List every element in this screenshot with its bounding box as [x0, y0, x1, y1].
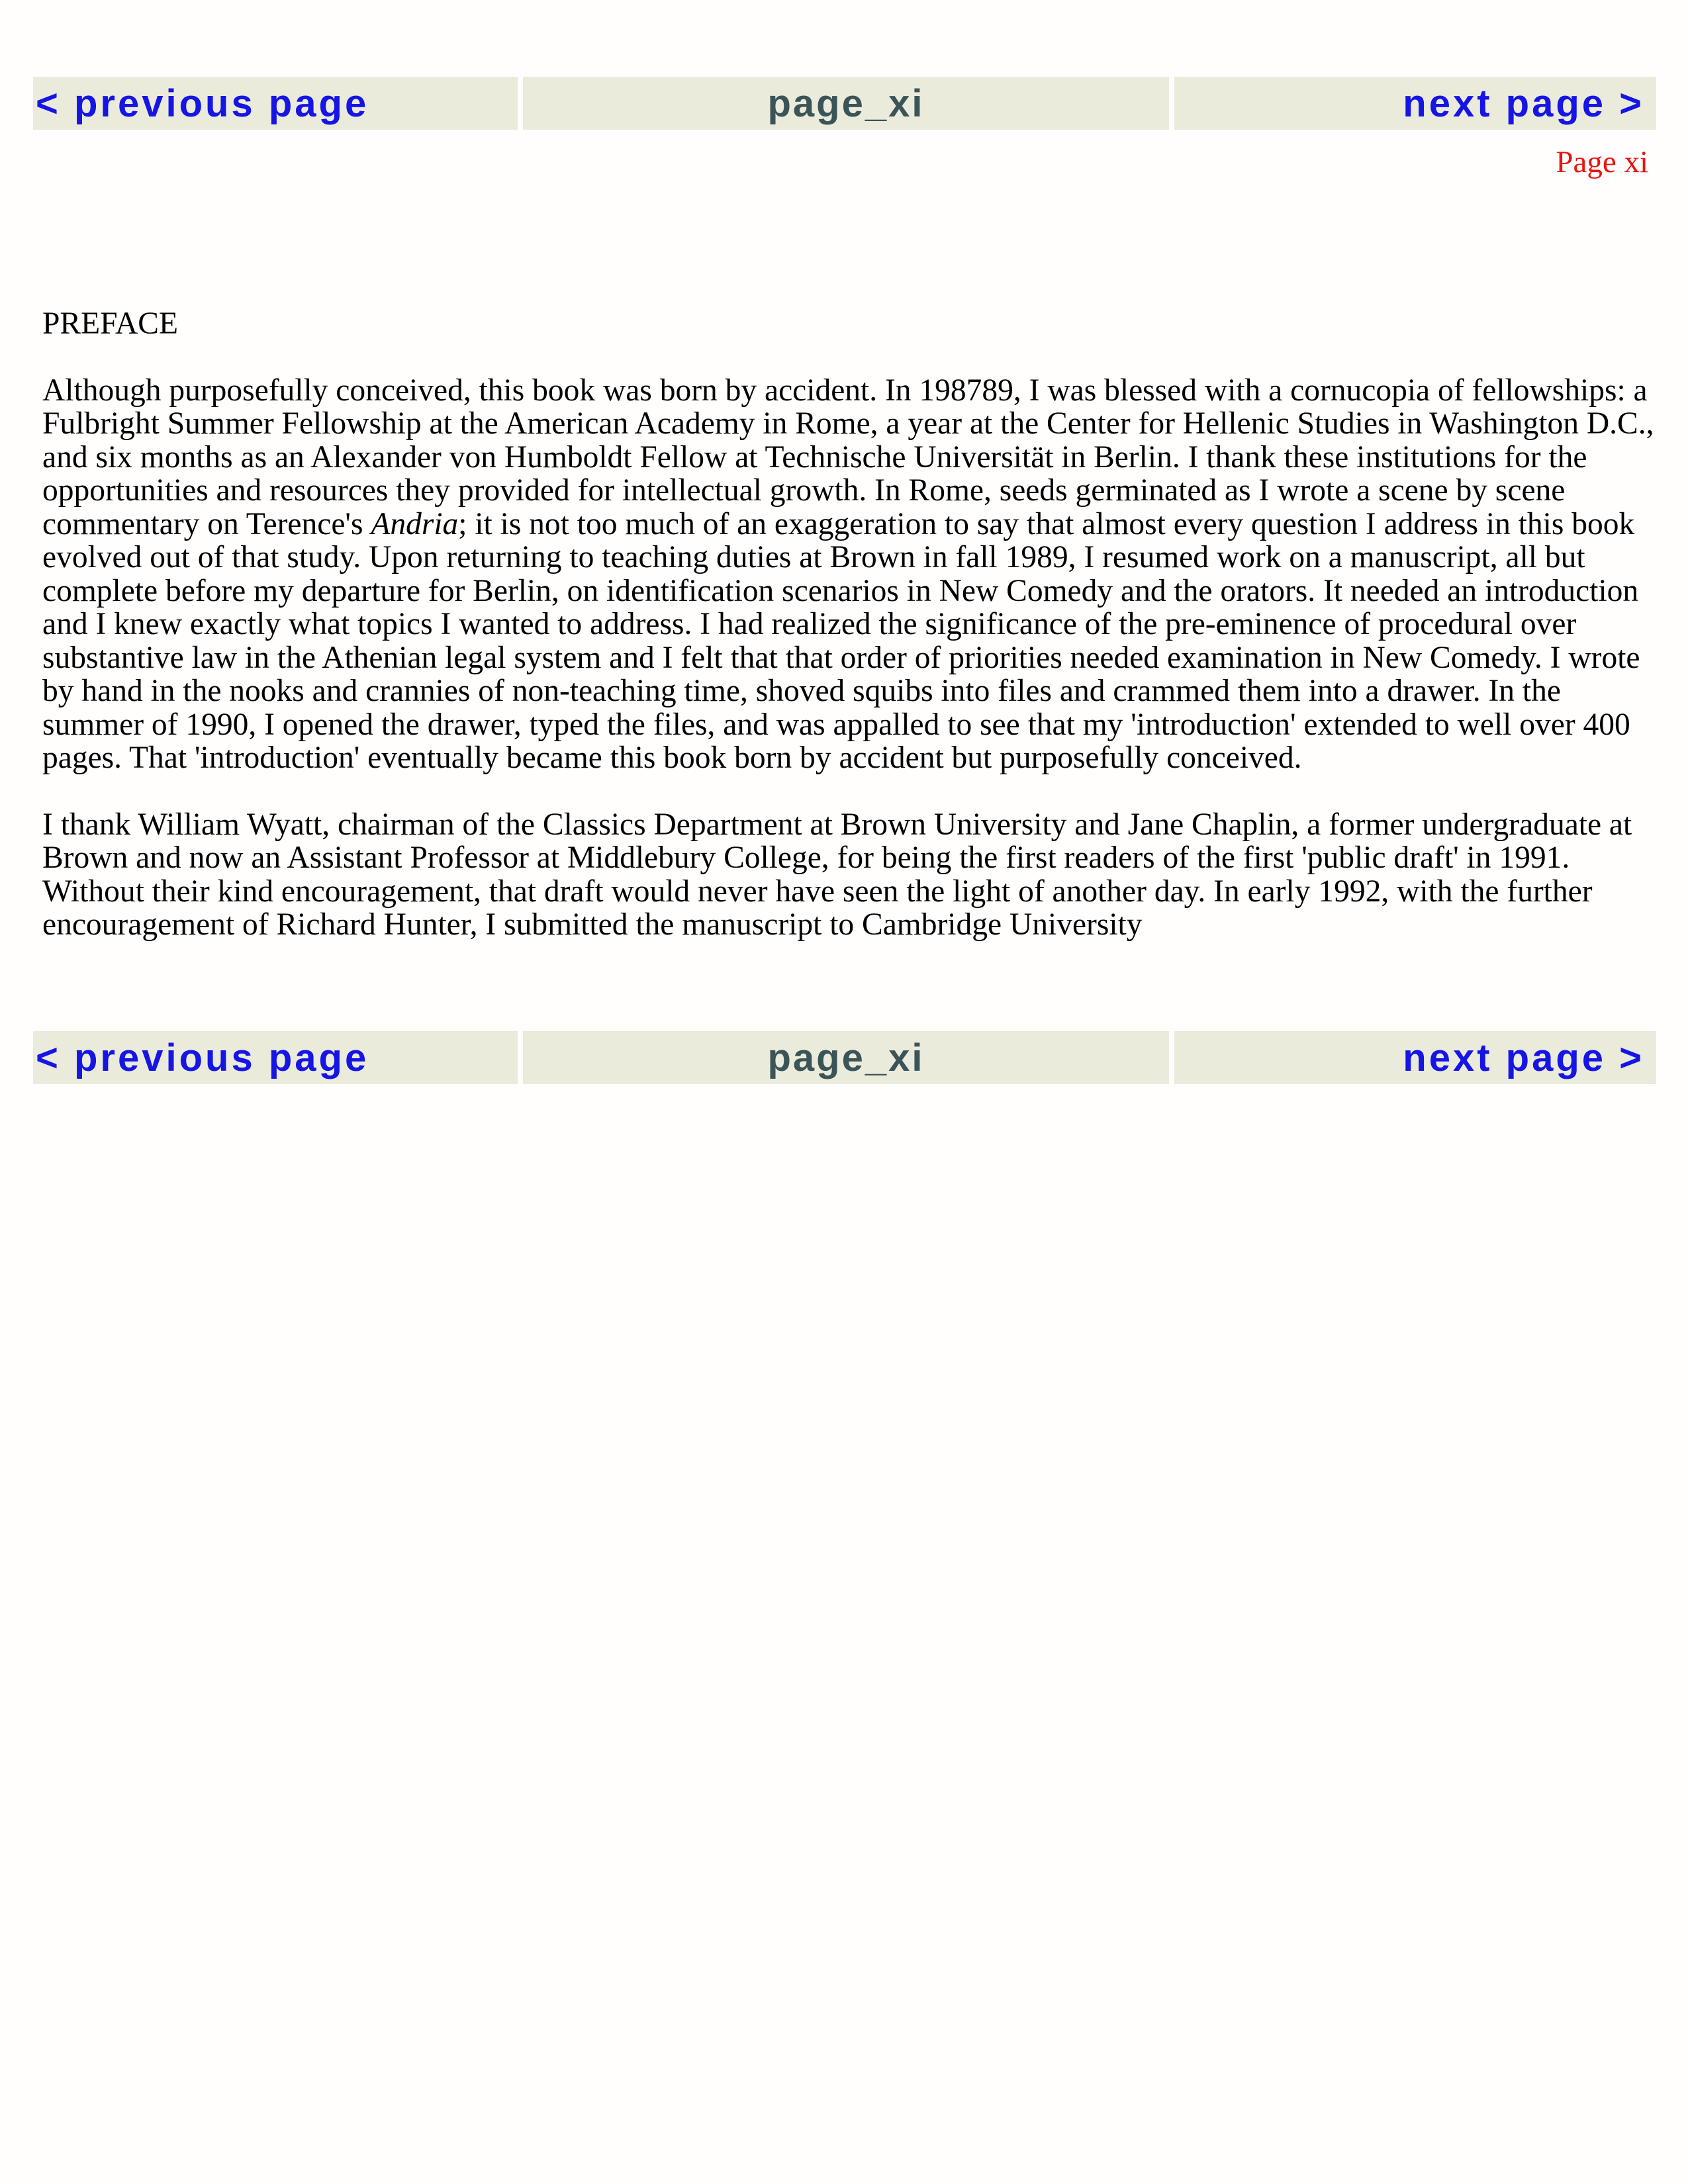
next-page-link-bottom[interactable]: next page >: [1174, 1031, 1656, 1084]
preface-heading: PREFACE: [42, 306, 179, 341]
page-label: page_xi: [523, 77, 1169, 130]
preface-content: [42, 307, 1658, 975]
top-navigation-bar: [33, 77, 1656, 130]
next-page-link[interactable]: next page >: [1174, 77, 1656, 130]
bottom-navigation-bar: [33, 1031, 1656, 1084]
andria-title: Andria: [371, 506, 459, 541]
previous-page-link-bottom[interactable]: < previous page: [33, 1031, 518, 1084]
page-marker: Page xi: [1556, 145, 1648, 179]
previous-page-link[interactable]: < previous page: [33, 77, 518, 130]
preface-paragraph-1: [42, 374, 1658, 775]
paragraph-1-text-start: Although purposefully conceived, this book was born by accident. In 198789, I was blessed with a cornucopia of fellowships: a Fulbright Summer Fellowship at the American Academy in Rome, a year at the Center for Hellenic Studies in Washington D.C., and six months as an Alexander von Humboldt Fellow at Technische Universität in Berlin. I thank these institutions for the opportunities and resources they provided for intellectual growth. In Rome, seeds germinated as I wrote a scene by scene commentary on Terence's: [42, 373, 1654, 541]
preface-paragraph-2: I thank William Wyatt, chairman of the Classics Department at Brown University and Jane Chaplin, a former undergraduate at Brown and now an Assistant Professor at Middlebury College, for being the first readers of the first 'public draft' in 1991. Without their kind encouragement, that draft would never have seen the light of another day. In early 1992, with the further encouragement of Richard Hunter, I submitted the manuscript to Cambridge University: [42, 807, 1632, 942]
paragraph-1-text-end: ; it is not too much of an exaggeration to say that almost every question I address in this book evolved out of that study. Upon returning to teaching duties at Brown in fall 1989, I resumed work on a manuscript, all but complete before my departure for Berlin, on identification scenarios in New Comedy and the orators. It needed an introduction and I knew exactly what topics I wanted to address. I had realized the significance of the pre-eminence of procedural over substantive law in the Athenian legal system and I felt that that order of priorities needed examination in New Comedy. I wrote by hand in the nooks and crannies of non-teaching time, shoved squibs into files and crammed them into a drawer. In the summer of 1990, I opened the drawer, typed the files, and was appalled to see that my 'introduction' extended to well over 400 pages. That 'introduction' eventually became this book born by accident but purposefully conceived.: [42, 506, 1640, 775]
page-label-bottom: page_xi: [523, 1031, 1169, 1084]
